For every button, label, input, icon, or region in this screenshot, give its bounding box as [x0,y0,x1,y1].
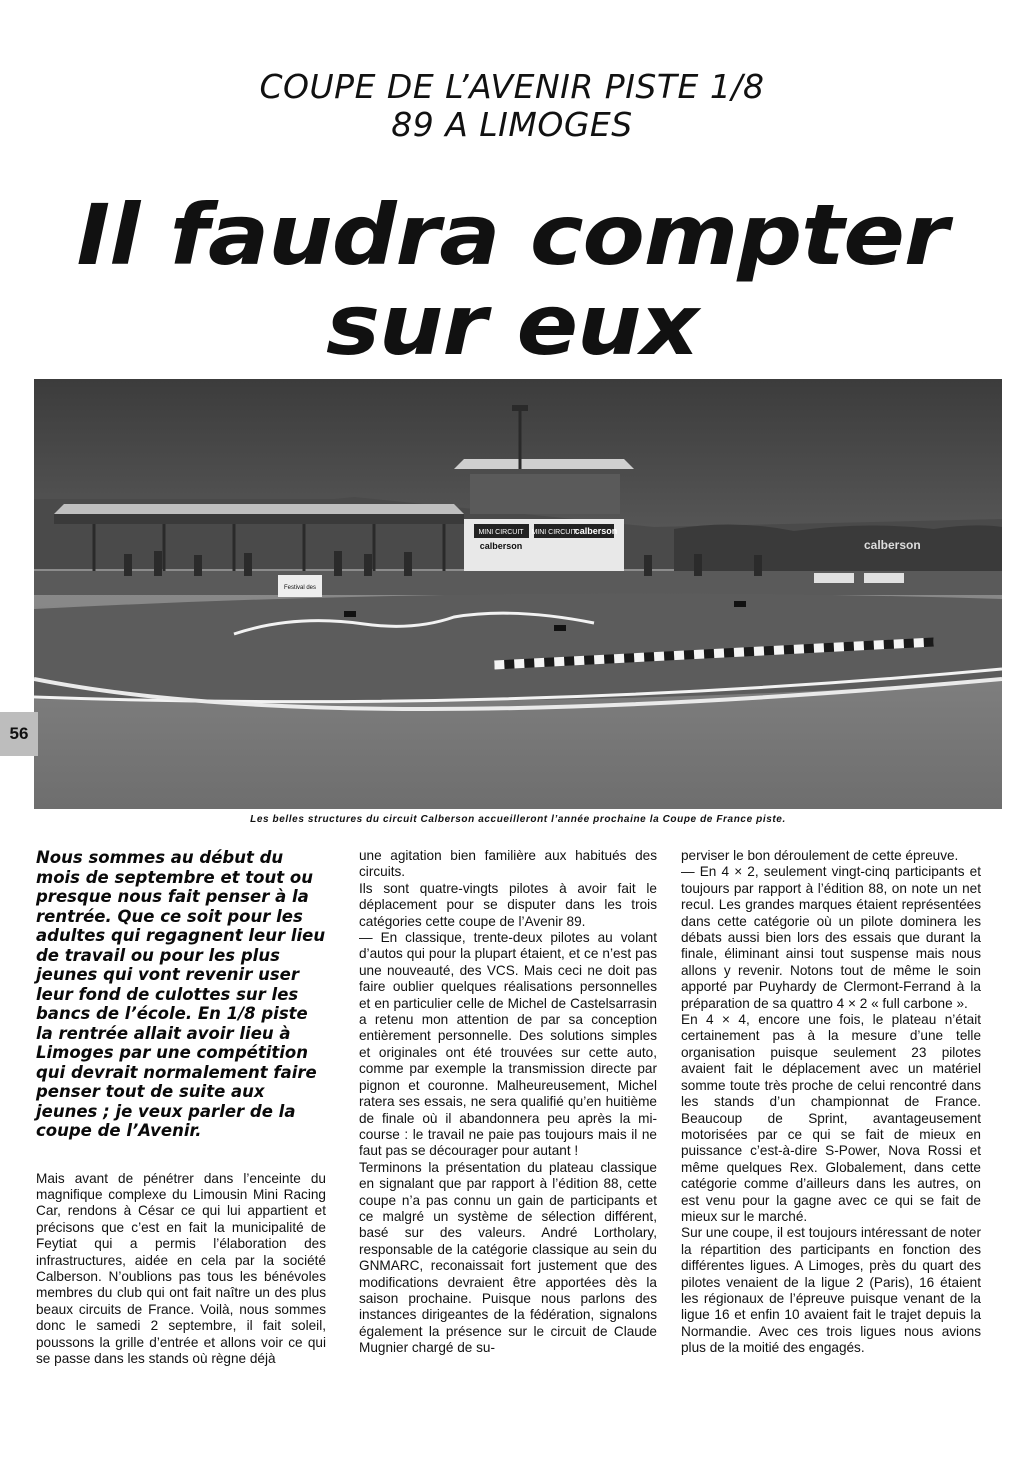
column-3 [681,848,981,1357]
photo-caption: Les belles structures du circuit Calberson accueilleront l’année prochaine la Coupe de France piste. [250,814,786,825]
race-track-illustration [34,379,1002,809]
column-2 [359,848,657,1357]
headline-line-1: Il faudra compter [76,186,948,284]
ad-board-sign: Festival des [283,585,317,591]
tower-sign-1: MINI CIRCUIT [478,529,524,536]
lead-paragraph: Nous sommes au début du mois de septembre et tout ou presque nous fait penser à la rentrée. Que ce soit pour les adultes qui regagnent leur lieu de travail ou pour les plus jeunes qui vont revenir user leur fond de culottes sur les bancs de l’école. En 1/8 piste la rentrée allait avoir lieu à Limoges par une compétition qui devrait normalement faire penser tout de suite aux jeunes ; je veux parler de la coupe de l’Avenir. [36,848,326,1140]
tower-sign-3: MINI CIRCUIT [531,529,577,536]
tower-sign-4: calberson [574,526,618,536]
race-track-photo [34,379,1002,809]
column-1-body: Mais avant de pénétrer dans l’enceinte du magnifique complexe du Limousin Mini Racing Car, rendons à César ce qui lui appartient et précisons que c’est en fait la municipalité de Feytiat qui a permis l’élaboration des infrastructures, aidée en cela par la société Calberson. N’oublions pas tous les bénévoles membres du club qui ont fait naître un des plus beaux circuits de France. Voilà, nous sommes donc le samedi 2 septembre, il fait soleil, poussons la grille d’entrée et allons voir ce qui se passe dans les stands où règne déjà [36,1170,326,1366]
tower-sign-2: calberson [479,541,523,551]
kicker-line-2: 89 A LIMOGES [391,105,633,144]
column-1 [36,848,326,1367]
article-headline [0,186,1024,374]
article-kicker [0,68,1024,144]
column-3-body: perviser le bon déroulement de cette épreuve. — En 4 × 2, seulement vingt-cinq participants et toujours par rapport à l’édition 88, on note un net recul. Les grandes marques étaient représentées dans cette catégorie où un pilote dominera les débats aussi bien lors des essais que durant la finale, éliminant ainsi tout suspense mais nous allons y revenir. Notons tout de même le soin apporté par Puyhardy de Clermont-Ferrand à la préparation de sa quattro 4 × 2 « full carbone ». En 4 × 4, encore une fois, le plateau n’était certainement pas à la mesure d’une telle organisation puisque seulement 23 pilotes avaient fait le déplacement avec un matériel somme toute très proche de celui rencontré dans les stands d’un championnat de France. Beaucoup de Sprint, avantageusement motorisées par ce qui se fait de mieux en puissance c’est-à-dire S-Power, Nova Rossi et même quelques Rex. Globalement, dans cette catégorie comme d’ailleurs dans les autres, on est venu pour la gagne avec ce qui se fait de mieux sur le marché. Sur une coupe, il est toujours intéressant de noter la répartition des participants en fonction des différentes ligues. A Limoges, près du quart des pilotes venaient de la ligue 2 (Paris), 16 étaient les régionaux de l’épreuve puisque venant de la ligue 16 et enfin 10 avaient fait le trajet depuis la Normandie. Avec ces trois ligues nous avions plus de la moitié des engagés. [681,848,981,1356]
headline-line-2: sur eux [326,276,698,374]
page-number-tab: 56 [0,712,38,756]
billboard-sign: calberson [864,538,921,552]
column-2-body: une agitation bien familière aux habitués des circuits. Ils sont quatre-vingts pilotes à avoir fait le déplacement pour se disputer dans les trois catégories cette coupe de l’Avenir 89. — En classique, trente-deux pilotes au volant d’autos qui pour la plupart étaient, et ce n’est pas une nouveauté, des VCS. Mais ceci ne doit pas faire oublier quelques réalisations personnelles et en particulier celle de Michel de Castelsarrasin a retenu mon attention de par sa conception entièrement personnelle. Des solutions simples et originales ont été trouvées sur cette auto, comme par exemple la transmission directe par pignon et couronne. Malheureusement, Michel ratera ses essais, ne sera qualifié qu’en huitième de finale où il abandonnera peu après la mi-course : le travail ne paie pas toujours mais il ne faut pas se décourager pour autant ! Terminons la présentation du plateau classique en signalant que par rapport à l’édition 88, cette coupe n’a pas connu un gain de participants et ce malgré un système de sélection différent, basé sur des valeurs. André Lortholary, responsable de la catégorie classique au sein du GNMARC, reconaissait fort justement que des modifications devraient être apportées dès la saison prochaine. Puisque nous parlons des instances dirigeantes de la fédération, signalons également la présence sur le circuit de Claude Mugnier chargé de su- [359,848,657,1356]
kicker-line-1: COUPE DE L’AVENIR PISTE 1/8 [259,67,765,106]
